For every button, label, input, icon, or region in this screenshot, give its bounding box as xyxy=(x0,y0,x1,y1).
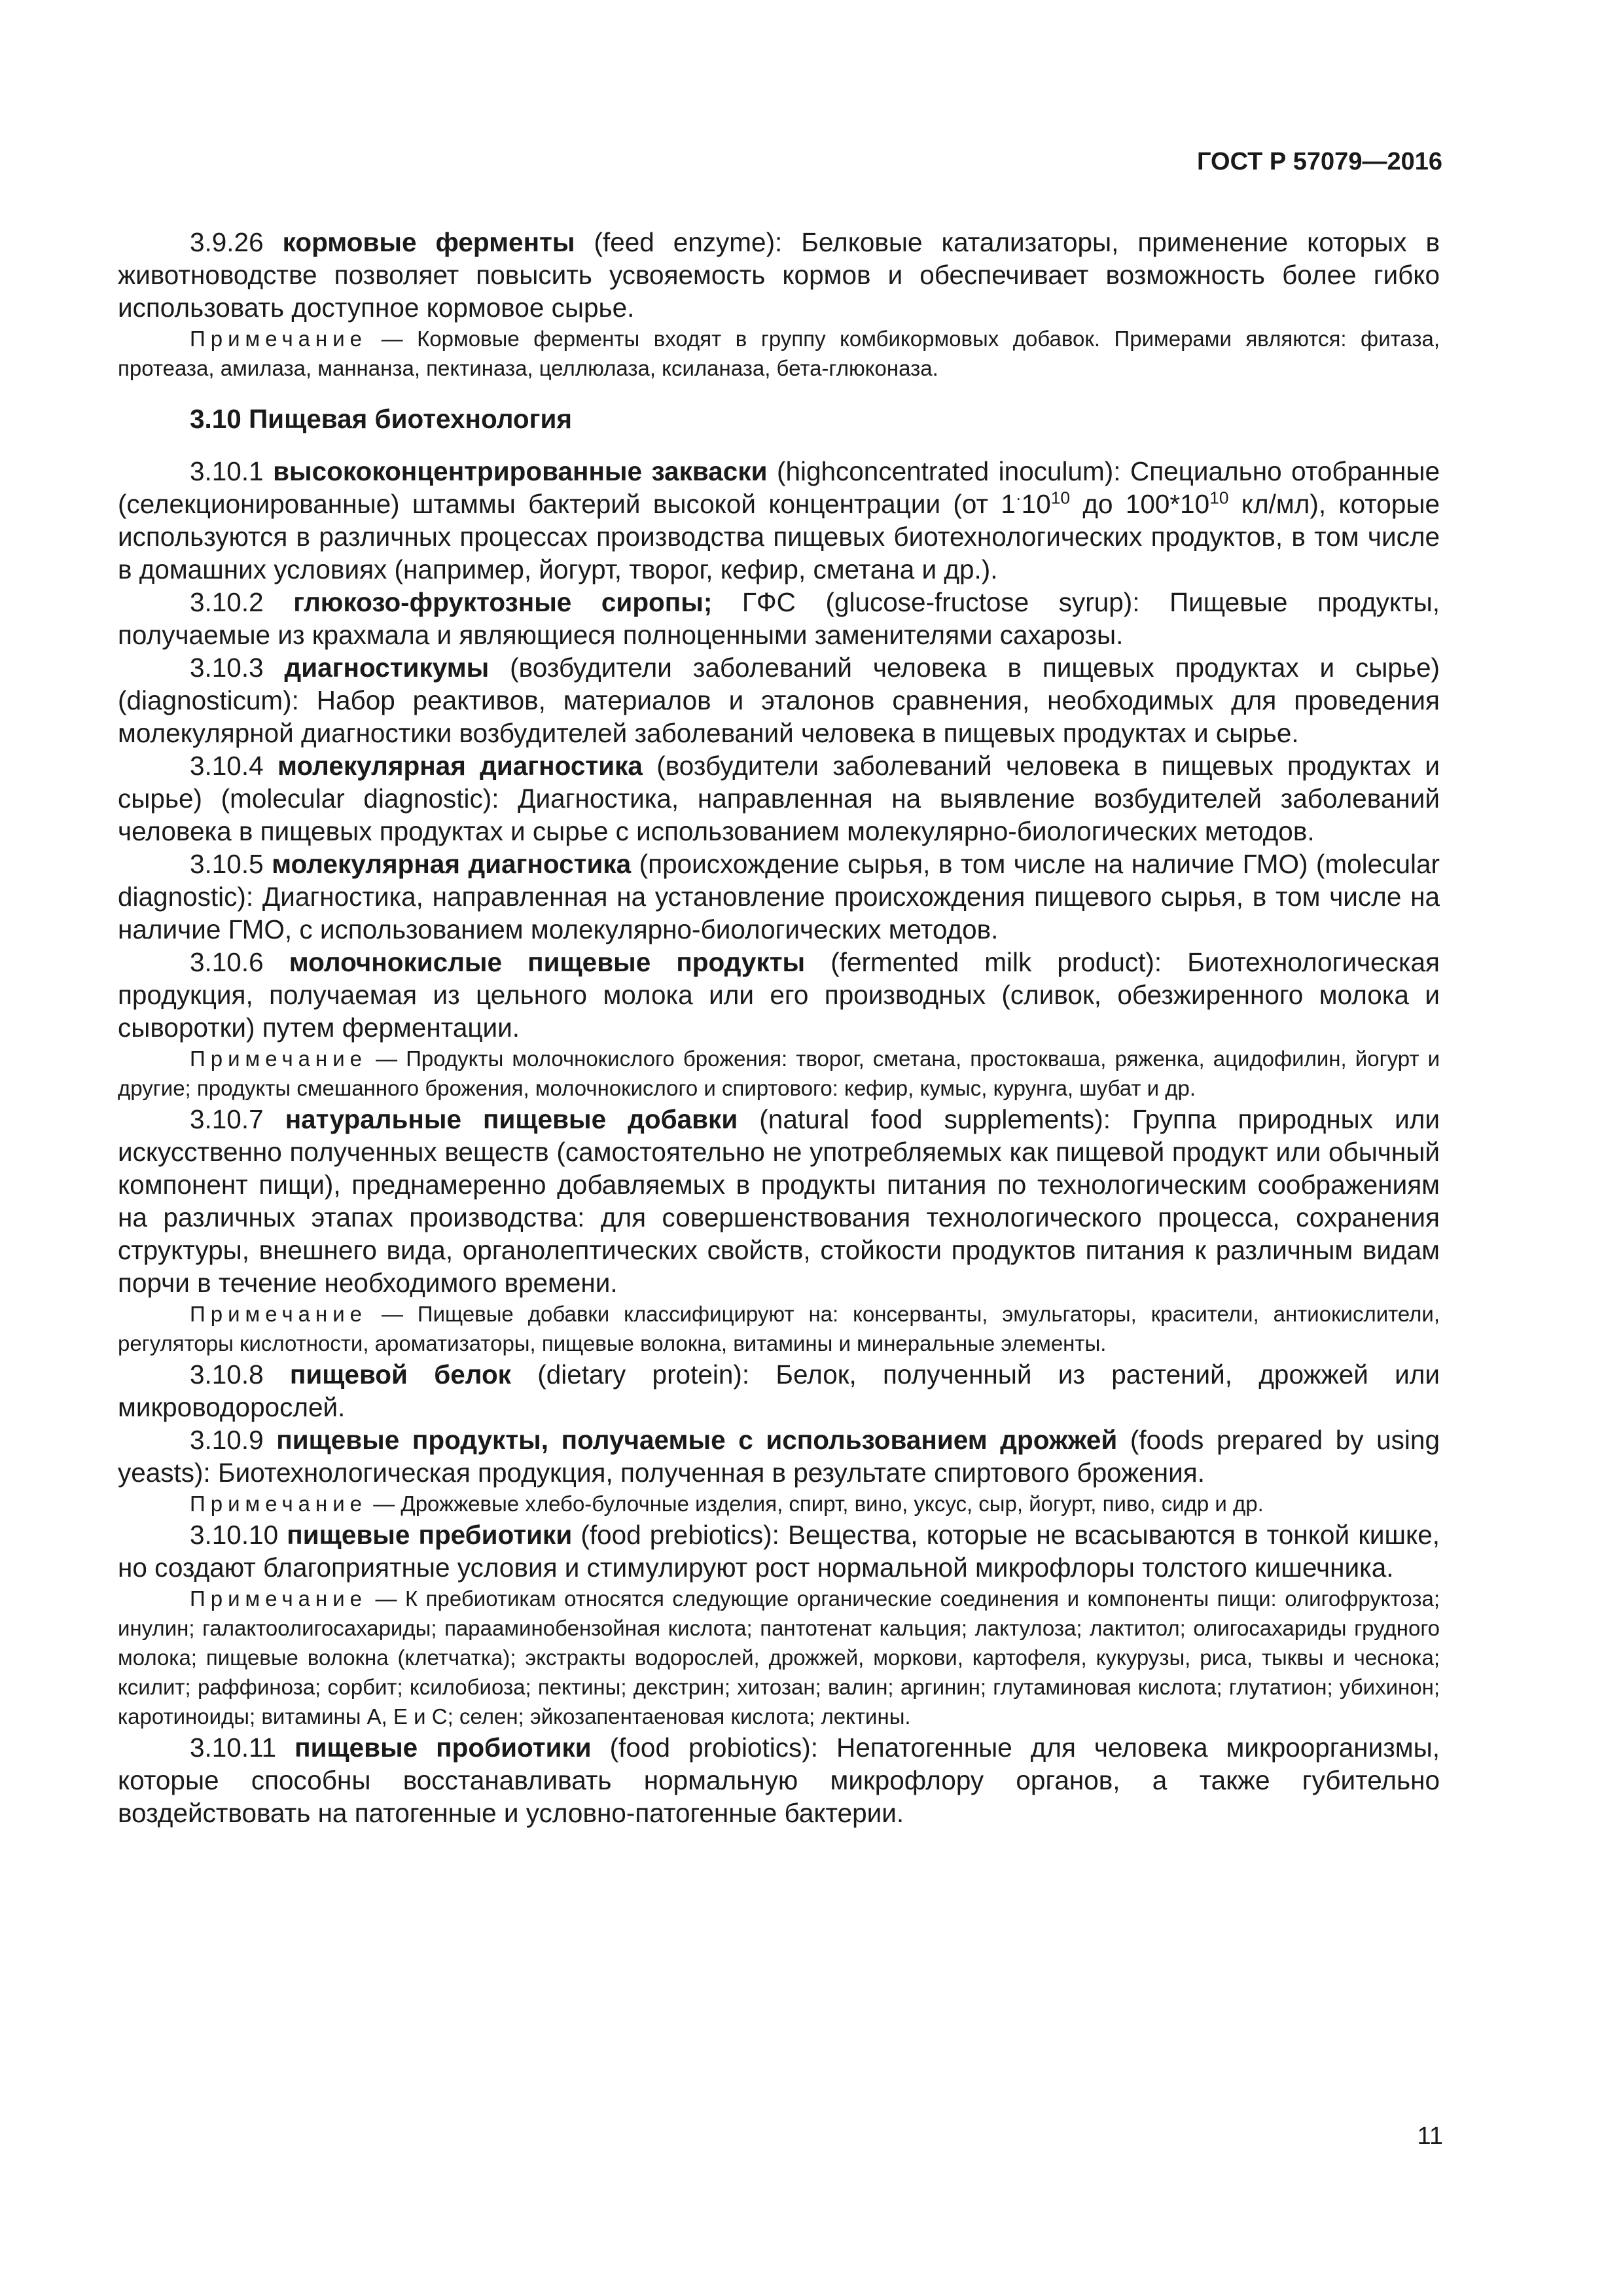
term-name: пищевые продукты, получаемые с использованием дрожжей xyxy=(276,1425,1118,1455)
term-number: 3.10.2 xyxy=(190,587,264,617)
term-3-10-10 xyxy=(118,1518,1440,1584)
term-3-10-11 xyxy=(118,1731,1440,1829)
term-number: 3.10.8 xyxy=(190,1359,264,1390)
term-name: пищевой белок xyxy=(289,1359,511,1390)
note-label: Примечание xyxy=(190,1047,368,1071)
term-definition: (natural food supplements): Группа природных или искусственно полученных веществ (самостоятельно не употребляемых как пищевой продукт или обычный компонент пищи), преднамеренно добавляемых в продукты питания по технологическим соображениям на различных этапах производства: для совершенствования технологического процесса, сохранения структуры, внешнего вида, органолептических свойств, стойкости продуктов питания к различным видам порчи в течение необходимого времени. xyxy=(118,1104,1440,1298)
term-definition: (возбудители заболеваний человека в пищевых продуктах и сырье) (diagnosticum): Набор реактивов, материалов и эталонов сравнения, необходимых для проведения молекулярной диагностики возбудителей заболеваний человека в пищевых продуктах и сырье. xyxy=(118,653,1440,748)
note-text: Продукты молочнокислого брожения: творог, сметана, простокваша, ряженка, ацидофилин, йогурт и другие; продукты смешанного брожения, молочнокислого и спиртового: кефир, кумыс, курунга, шубат и др. xyxy=(118,1047,1440,1100)
note-dash: — xyxy=(381,327,403,351)
term-name: пищевые пробиотики xyxy=(294,1732,592,1763)
note-label: Примечание xyxy=(190,327,368,351)
note-3-10-6 xyxy=(118,1044,1440,1103)
note-3-9-26 xyxy=(118,324,1440,383)
term-definition-part-c: кл/мл), которые используются в различных процессах производства пищевых биотехнологических продуктов, в том числе в домашних условиях (например, йогурт, творог, кефир, сметана и др.). xyxy=(118,489,1440,584)
raised-dot: · xyxy=(1015,488,1022,508)
note-text: Дрожжевые хлебо-булочные изделия, спирт, вино, уксус, сыр, йогурт, пиво, сидр и др. xyxy=(401,1492,1264,1516)
term-name: высококонцентрированные закваски xyxy=(273,456,768,486)
term-3-10-5 xyxy=(118,848,1440,946)
document-body xyxy=(118,226,1440,1829)
term-3-10-8 xyxy=(118,1358,1440,1424)
term-number: 3.10.7 xyxy=(190,1104,264,1134)
note-dash: — xyxy=(381,1302,403,1326)
term-number: 3.10.11 xyxy=(190,1732,277,1763)
note-dash: — xyxy=(373,1492,395,1516)
note-text: К пребиотикам относятся следующие органические соединения и компоненты пищи: олигофруктоза; инулин; галактоолигосахариды; парааминобензойная кислота; пантотенат кальция; лактулоза; лактитол; олигосахариды грудного молока; пищевые волокна (клетчатка); экстракты водорослей, дрожжей, моркови, картофеля, кукурузы, риса, тыквы и чеснока; ксилит; раффиноза; сорбит; ксилобиоза; пектины; декстрин; хитозан; валин; аргинин; глутаминовая кислота; глутатион; убихинон; каротиноиды; витамины А, Е и С; селен; эйкозапентаеновая кислота; лектины. xyxy=(118,1587,1440,1729)
term-name: пищевые пребиотики xyxy=(287,1520,573,1550)
term-definition: (foods prepared by using yeasts): Биотехнологическая продукция, полученная в результате спиртового брожения. xyxy=(118,1425,1440,1488)
term-number: 3.10.10 xyxy=(190,1520,279,1550)
term-definition-part-a: (highconcentrated inoculum): Специально отобранные (селекционированные) штаммы бактерий высокой концентрации (от 1 xyxy=(118,456,1440,519)
term-name: натуральные пищевые добавки xyxy=(285,1104,738,1134)
note-dash: — xyxy=(376,1047,398,1071)
term-number: 3.10.1 xyxy=(190,456,264,486)
term-name: кормовые ферменты xyxy=(282,227,575,257)
term-name: молекулярная диагностика xyxy=(277,751,643,781)
term-definition: (dietary protein): Белок, полученный из растений, дрожжей или микроводорослей. xyxy=(118,1359,1440,1422)
term-definition: (food probiotics): Непатогенные для человека микроорганизмы, которые способны восстанавливать нормальную микрофлору органов, а также губительно воздействовать на патогенные и условно-патогенные бактерии. xyxy=(118,1732,1440,1828)
exponent: 10 xyxy=(1050,488,1071,508)
note-label: Примечание xyxy=(190,1492,368,1516)
term-number: 3.10.9 xyxy=(190,1425,264,1455)
exponent: 10 xyxy=(1209,488,1229,508)
term-name: глюкозо-фруктозные сиропы; xyxy=(293,587,713,617)
document-header: ГОСТ Р 57079—2016 xyxy=(1197,148,1442,175)
term-number: 3.10.4 xyxy=(190,751,264,781)
term-number: 3.9.26 xyxy=(190,227,264,257)
term-name: диагностикумы xyxy=(284,653,490,683)
term-number: 3.10.5 xyxy=(190,849,264,879)
note-3-10-7 xyxy=(118,1299,1440,1358)
term-definition: (происхождение сырья, в том числе на наличие ГМО) (molecular diagnostic): Диагностика, направленная на установление происхождения пищевого сырья, в том числе на наличие ГМО, с использованием молекулярно-биологических методов. xyxy=(118,849,1440,944)
note-text: Кормовые ферменты входят в группу комбикормовых добавок. Примерами являются: фитаза, протеаза, амилаза, маннанза, пектиназа, целлюлаза, ксиланаза, бета-глюконаза. xyxy=(118,327,1440,380)
term-number: 3.10.6 xyxy=(190,947,264,977)
term-3-10-9 xyxy=(118,1424,1440,1489)
term-definition: ГФС (glucose-fructose syrup): Пищевые продукты, получаемые из крахмала и являющиеся полноценными заменителями сахарозы. xyxy=(118,587,1440,650)
term-definition: (fermented milk product): Биотехнологическая продукция, получаемая из цельного молока или его производных (сливок, обезжиренного молока и сыворотки) путем ферментации. xyxy=(118,947,1440,1043)
power-base: 10 xyxy=(1021,489,1051,519)
term-definition: (feed enzyme): Белковые катализаторы, применение которых в животноводстве позволяет повысить усвояемость кормов и обеспечивает возможность более гибко использовать доступное кормовое сырье. xyxy=(118,227,1440,323)
term-3-10-2 xyxy=(118,586,1440,651)
term-number: 3.10.3 xyxy=(190,653,264,683)
term-definition: (возбудители заболеваний человека в пищевых продуктах и сырье) (molecular diagnostic): Диагностика, направленная на выявление возбудителей заболеваний человека в пищевых продуктах и сырье с использованием молекулярно-биологических методов. xyxy=(118,751,1440,846)
term-name: молекулярная диагностика xyxy=(272,849,632,879)
term-3-10-3 xyxy=(118,651,1440,749)
section-heading-3-10: 3.10 Пищевая биотехнология xyxy=(190,404,573,434)
term-3-10-1 xyxy=(118,455,1440,586)
term-3-10-6 xyxy=(118,946,1440,1044)
term-definition: (food prebiotics): Вещества, которые не всасываются в тонкой кишке, но создают благоприятные условия и стимулируют рост нормальной микрофлоры толстого кишечника. xyxy=(118,1520,1440,1583)
note-3-10-9 xyxy=(118,1489,1440,1518)
note-label: Примечание xyxy=(190,1302,368,1326)
term-3-9-26 xyxy=(118,226,1440,324)
note-3-10-10 xyxy=(118,1584,1440,1731)
note-text: Пищевые добавки классифицируют на: консерванты, эмульгаторы, красители, антиокислители, регуляторы кислотности, ароматизаторы, пищевые волокна, витамины и минеральные элементы. xyxy=(118,1302,1440,1355)
term-3-10-4 xyxy=(118,749,1440,848)
page-number: 11 xyxy=(1417,2123,1443,2150)
note-label: Примечание xyxy=(190,1587,368,1611)
term-definition-part-b: до 100*10 xyxy=(1070,489,1210,519)
term-name: молочнокислые пищевые продукты xyxy=(289,947,806,977)
note-dash: — xyxy=(375,1587,397,1611)
term-3-10-7 xyxy=(118,1103,1440,1299)
